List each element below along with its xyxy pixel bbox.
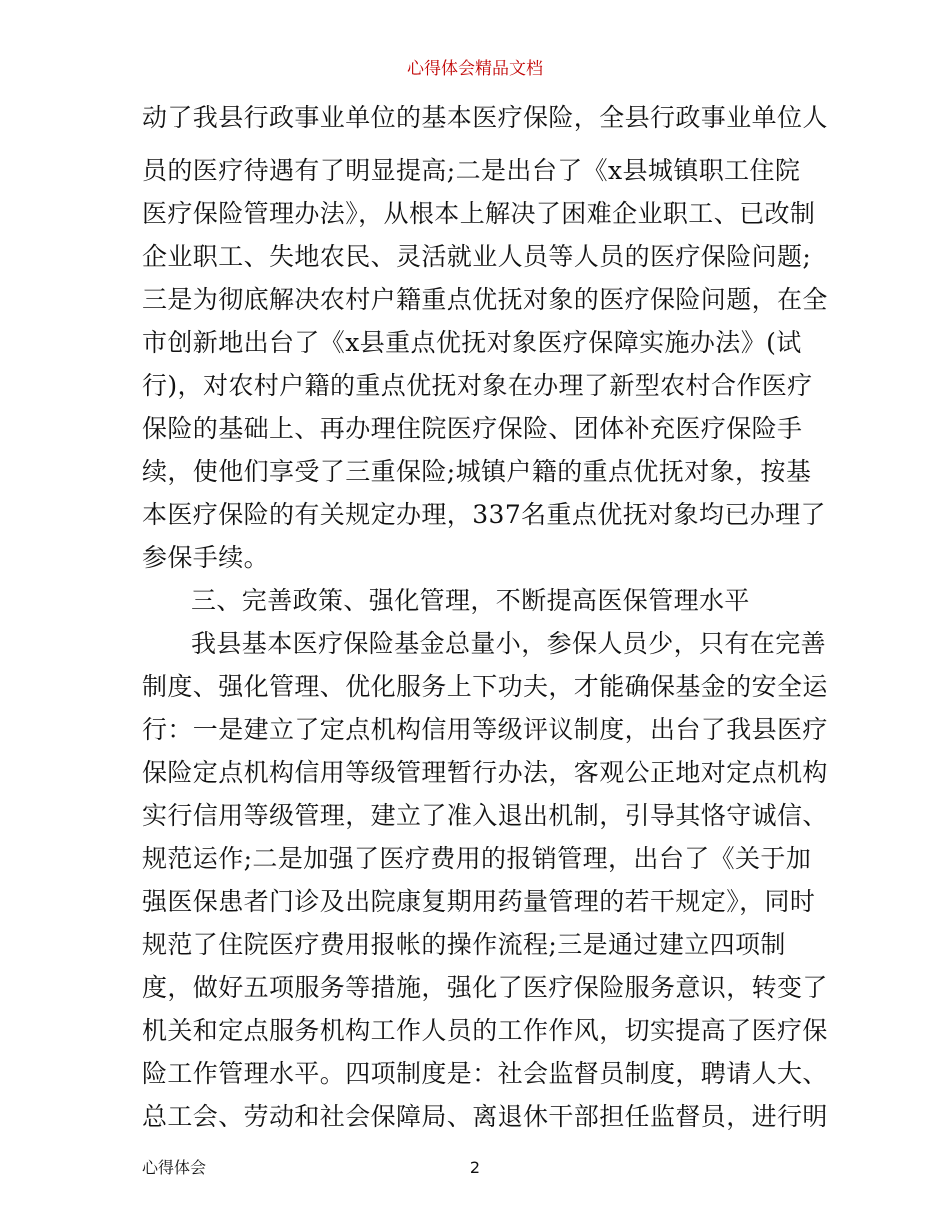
text-line: 续，使他们享受了三重保险;城镇户籍的重点优抚对象，按基: [142, 457, 812, 486]
text-line: 三是为彻底解决农村户籍重点优抚对象的医疗保险问题，在全: [142, 285, 828, 314]
text-line: 度，做好五项服务等措施，强化了医疗保险服务意识，转变了: [142, 973, 828, 1002]
text-line: 机关和定点服务机构工作人员的工作作风，切实提高了医疗保: [142, 1016, 828, 1045]
footer-label: 心得体会: [142, 1158, 207, 1177]
page-header-title: 心得体会精品文档: [407, 59, 543, 79]
text-line: 规范了住院医疗费用报帐的操作流程;三是通过建立四项制: [142, 930, 786, 959]
text-line: 本医疗保险的有关规定办理，337名重点优抚对象均已办理了: [142, 500, 826, 529]
text-line: 行：一是建立了定点机构信用等级评议制度，出台了我县医疗: [142, 715, 828, 744]
text-line: 险工作管理水平。四项制度是：社会监督员制度，聘请人大、: [142, 1059, 828, 1088]
text-line: 行)，对农村户籍的重点优抚对象在办理了新型农村合作医疗: [142, 371, 813, 400]
text-line: 保险的基础上、再办理住院医疗保险、团体补充医疗保险手: [142, 414, 803, 443]
text-line: 规范运作;二是加强了医疗费用的报销管理，出台了《关于加: [142, 844, 812, 873]
text-line: 我县基本医疗保险基金总量小，参保人员少，只有在完善: [191, 629, 827, 658]
text-line: 总工会、劳动和社会保障局、离退休干部担任监督员，进行明: [142, 1102, 828, 1131]
text-line: 企业职工、失地农民、灵活就业人员等人员的医疗保险问题;: [142, 242, 812, 271]
text-line: 强医保患者门诊及出院康复期用药量管理的若干规定》，同时: [142, 887, 816, 916]
text-line: 参保手续。: [142, 543, 270, 572]
text-line: 医疗保险管理办法》，从根本上解决了困难企业职工、已改制: [142, 199, 816, 228]
page-number: 2: [469, 1158, 481, 1177]
text-line: 制度、强化管理、优化服务上下功夫，才能确保基金的安全运: [142, 672, 828, 701]
text-line: 动了我县行政事业单位的基本医疗保险，全县行政事业单位人: [142, 103, 828, 132]
text-line: 员的医疗待遇有了明显提高;二是出台了《x县城镇职工住院: [142, 156, 801, 185]
text-line: 实行信用等级管理，建立了准入退出机制，引导其恪守诚信、: [142, 801, 828, 830]
text-line: 保险定点机构信用等级管理暂行办法，客观公正地对定点机构: [142, 758, 828, 787]
section-heading: 三、完善政策、强化管理，不断提高医保管理水平: [191, 586, 750, 615]
text-line: 市创新地出台了《x县重点优抚对象医疗保障实施办法》(试: [142, 328, 802, 357]
